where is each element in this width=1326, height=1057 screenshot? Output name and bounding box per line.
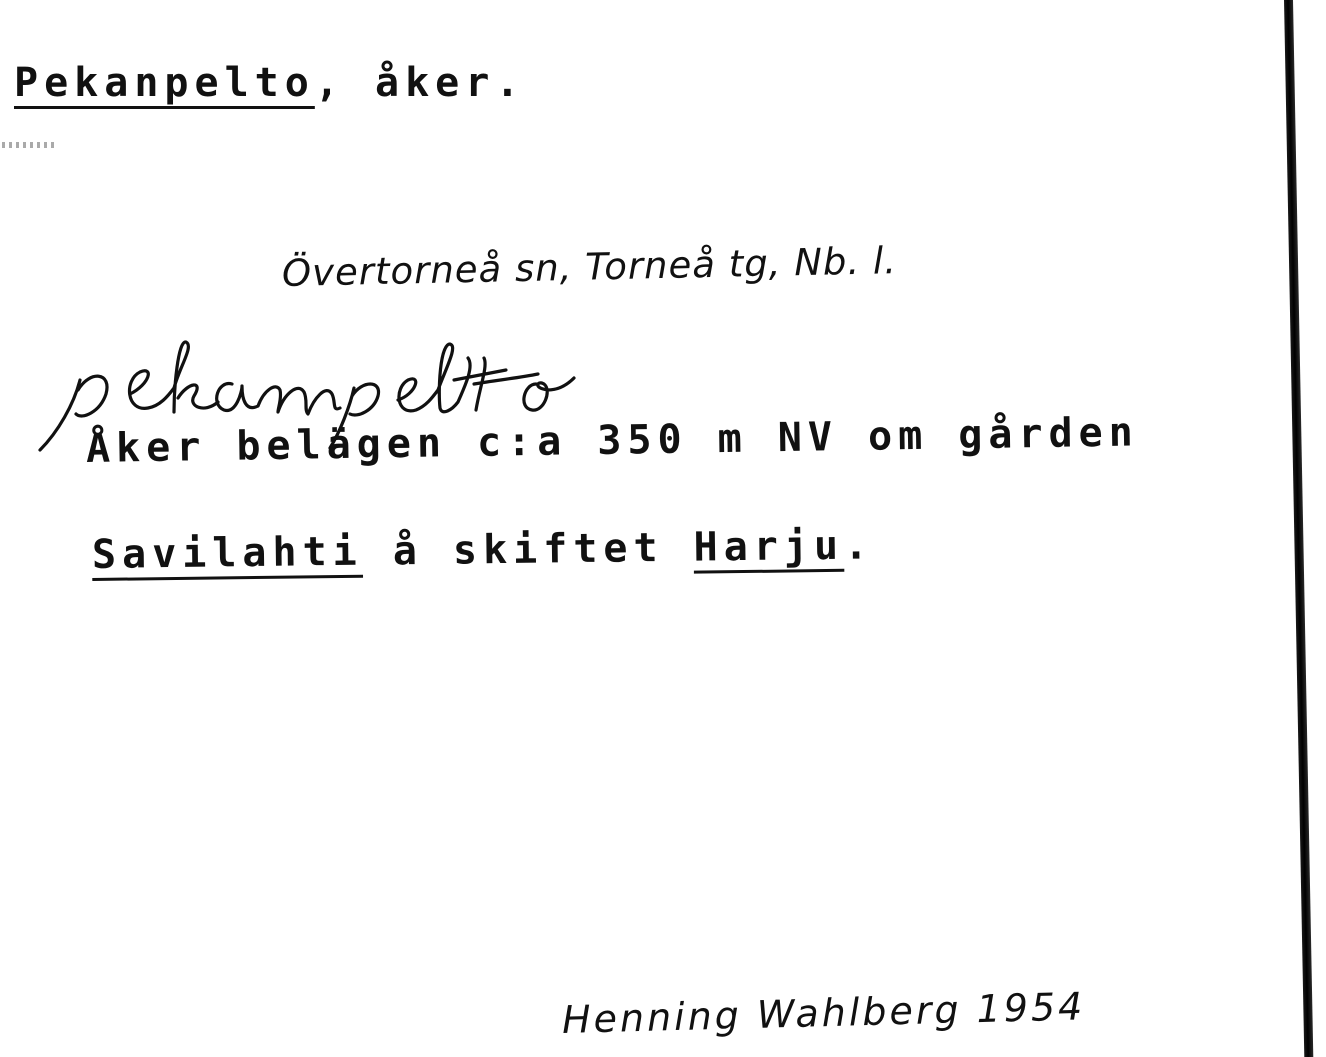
description-line-1: Åker belägen c:a 350 m NV om gården: [85, 409, 1140, 472]
farm-name: Savilahti: [91, 528, 364, 578]
description-middle: å skiftet: [362, 524, 694, 575]
card-edge: [1284, 0, 1313, 1057]
place-name: Pekanpelto: [14, 60, 315, 106]
description-line-2: [92, 522, 875, 578]
signature: Henning Wahlberg 1954: [561, 984, 1086, 1042]
parcel-name: Harju: [693, 522, 845, 571]
heading-separator: ,: [314, 60, 345, 106]
description-end: .: [843, 522, 875, 569]
handwritten-note-text: pekampelto: [28, 315, 103, 332]
place-type: åker.: [375, 60, 526, 106]
ink-smudge: [2, 142, 54, 148]
card-heading: [14, 60, 525, 106]
location-stamp: Övertorneå sn, Torneå tg, Nb. l.: [281, 239, 898, 295]
